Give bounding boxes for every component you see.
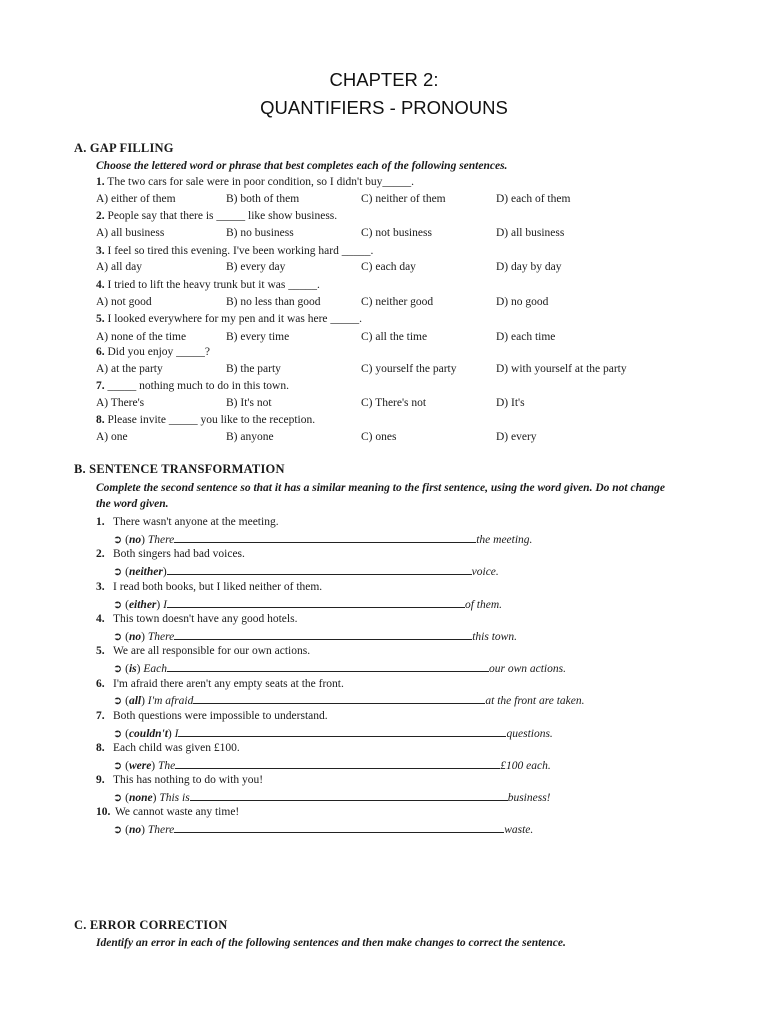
- option-a: A) none of the time: [96, 331, 187, 343]
- question-text: I tried to lift the heavy trunk but it was _____.: [104, 279, 320, 291]
- original-sentence: Both singers had bad voices.: [113, 548, 245, 560]
- option-d: D) with yourself at the party: [496, 363, 627, 375]
- question-text: I looked everywhere for my pen and it was here _____.: [104, 313, 363, 325]
- rewrite-line: ➲ (no) There the meeting.: [113, 533, 533, 546]
- question-text: People say that there is _____ like show business.: [104, 210, 338, 222]
- arrow-icon: ➲: [113, 630, 123, 643]
- question-number: 1.: [96, 176, 105, 188]
- given-word: all: [128, 695, 142, 707]
- option-c: C) There's not: [361, 397, 427, 409]
- rewrite-line: ➲ (all) I'm afraid at the front are taken.: [113, 694, 585, 707]
- given-word: either: [128, 599, 157, 611]
- option-d: D) every: [496, 431, 537, 443]
- option-b: B) no less than good: [226, 296, 321, 308]
- question-text: The two cars for sale were in poor condition, so I didn't buy_____.: [104, 176, 415, 188]
- chapter-title: CHAPTER 2:: [329, 69, 439, 90]
- question-text: I feel so tired this evening. I've been working hard _____.: [104, 245, 374, 257]
- question-text: Did you enjoy _____?: [104, 346, 211, 358]
- original-sentence: I read both books, but I liked neither of them.: [113, 581, 323, 593]
- arrow-icon: ➲: [113, 565, 123, 578]
- arrow-icon: ➲: [113, 533, 123, 546]
- option-b: B) anyone: [226, 431, 274, 443]
- question-7: [96, 380, 289, 392]
- rewrite-line: ➲ (were) The £100 each.: [113, 759, 551, 772]
- section-a-heading: A. GAP FILLING: [74, 141, 174, 155]
- section-c-instruction: Identify an error in each of the following sentences and then make changes to correct the sentence.: [96, 937, 566, 949]
- option-c: C) all the time: [361, 331, 428, 343]
- arrow-icon: ➲: [113, 823, 123, 836]
- rewrite-line: ➲ (no) There this town.: [113, 630, 517, 643]
- question-2: [96, 210, 337, 222]
- option-c: C) not business: [361, 227, 432, 239]
- question-1: [96, 176, 414, 188]
- option-a: A) all day: [96, 261, 142, 273]
- answer-blank[interactable]: [175, 758, 500, 769]
- option-c: C) neither good: [361, 296, 434, 308]
- section-a-instruction: Choose the lettered word or phrase that best completes each of the following sentences.: [96, 160, 508, 172]
- option-b: B) every day: [226, 261, 286, 273]
- question-8: [96, 414, 315, 426]
- given-word: none: [128, 792, 153, 804]
- given-word: were: [128, 760, 152, 772]
- section-b-instruction: Complete the second sentence so that it has a similar meaning to the first sentence, using the word given. Do not change the word given.: [96, 482, 665, 510]
- option-b: B) both of them: [226, 193, 300, 205]
- rewrite-line: ➲ (neither) voice.: [113, 565, 499, 578]
- question-number: 8.: [96, 414, 105, 426]
- chapter-subtitle: QUANTIFIERS - PRONOUNS: [260, 97, 508, 118]
- item-number: 3.: [96, 581, 105, 593]
- item-number: 1.: [96, 516, 105, 528]
- arrow-icon: ➲: [113, 662, 123, 675]
- option-a: A) There's: [96, 397, 145, 409]
- rewrite-line: ➲ (either) I of them.: [113, 598, 503, 611]
- question-5: [96, 313, 362, 325]
- option-d: D) each time: [496, 331, 556, 343]
- answer-blank[interactable]: [167, 661, 489, 672]
- original-sentence: We are all responsible for our own actions.: [113, 645, 311, 657]
- original-sentence: There wasn't anyone at the meeting.: [113, 516, 279, 528]
- option-c: C) each day: [361, 261, 416, 273]
- arrow-icon: ➲: [113, 694, 123, 707]
- answer-blank[interactable]: [174, 822, 504, 833]
- answer-blank[interactable]: [167, 564, 472, 575]
- option-d: D) no good: [496, 296, 549, 308]
- item-number: 6.: [96, 678, 105, 690]
- option-a: A) not good: [96, 296, 152, 308]
- options-5: [96, 331, 716, 347]
- options-4: [96, 296, 716, 312]
- answer-blank[interactable]: [167, 597, 465, 608]
- given-word: neither: [128, 566, 163, 578]
- section-c-heading: C. ERROR CORRECTION: [74, 918, 228, 932]
- option-d: D) It's: [496, 397, 525, 409]
- rewrite-line: ➲ (none) This is business!: [113, 791, 551, 804]
- given-word: is: [128, 663, 137, 675]
- arrow-icon: ➲: [113, 791, 123, 804]
- question-text: Please invite _____ you like to the reception.: [104, 414, 316, 426]
- answer-blank[interactable]: [193, 693, 485, 704]
- question-number: 4.: [96, 279, 105, 291]
- option-b: B) every time: [226, 331, 290, 343]
- given-word: couldn't: [128, 728, 168, 740]
- option-a: A) all business: [96, 227, 165, 239]
- given-word: no: [128, 631, 142, 643]
- item-number: 10.: [96, 806, 111, 818]
- item-number: 5.: [96, 645, 105, 657]
- answer-blank[interactable]: [190, 790, 508, 801]
- arrow-icon: ➲: [113, 759, 123, 772]
- given-word: no: [128, 824, 142, 836]
- arrow-icon: ➲: [113, 598, 123, 611]
- option-a: A) either of them: [96, 193, 176, 205]
- options-3: [96, 261, 716, 277]
- answer-blank[interactable]: [174, 532, 476, 543]
- original-sentence: This has nothing to do with you!: [113, 774, 264, 786]
- rewrite-line: ➲ (couldn't) I questions.: [113, 727, 553, 740]
- item-number: 4.: [96, 613, 105, 625]
- options-8: [96, 431, 716, 447]
- original-sentence: Both questions were impossible to understand.: [113, 710, 328, 722]
- options-7: [96, 397, 716, 413]
- options-2: [96, 227, 716, 243]
- section-b-heading: B. SENTENCE TRANSFORMATION: [74, 462, 285, 476]
- arrow-icon: ➲: [113, 727, 123, 740]
- option-c: C) neither of them: [361, 193, 446, 205]
- option-c: C) ones: [361, 431, 397, 443]
- option-a: A) one: [96, 431, 128, 443]
- item-number: 7.: [96, 710, 105, 722]
- question-3: [96, 245, 373, 257]
- question-number: 3.: [96, 245, 105, 257]
- question-text: _____ nothing much to do in this town.: [104, 380, 289, 392]
- rewrite-line: ➲ (no) There waste.: [113, 823, 534, 836]
- item-number: 8.: [96, 742, 105, 754]
- given-word: no: [128, 534, 142, 546]
- rewrite-line: ➲ (is) Each our own actions.: [113, 662, 566, 675]
- original-sentence: I'm afraid there aren't any empty seats at the front.: [113, 678, 344, 690]
- option-d: D) day by day: [496, 261, 562, 273]
- original-sentence: We cannot waste any time!: [115, 806, 240, 818]
- answer-blank[interactable]: [178, 726, 506, 737]
- options-6: [96, 363, 716, 379]
- option-b: B) It's not: [226, 397, 272, 409]
- question-number: 6.: [96, 346, 105, 358]
- option-c: C) yourself the party: [361, 363, 457, 375]
- question-6: [96, 346, 210, 358]
- answer-blank[interactable]: [174, 629, 472, 640]
- question-number: 5.: [96, 313, 105, 325]
- option-b: B) the party: [226, 363, 281, 375]
- option-d: D) all business: [496, 227, 565, 239]
- question-number: 2.: [96, 210, 105, 222]
- option-b: B) no business: [226, 227, 294, 239]
- option-d: D) each of them: [496, 193, 571, 205]
- original-sentence: This town doesn't have any good hotels.: [113, 613, 298, 625]
- original-sentence: Each child was given £100.: [113, 742, 240, 754]
- options-1: [96, 193, 716, 209]
- item-number: 9.: [96, 774, 105, 786]
- question-number: 7.: [96, 380, 105, 392]
- option-a: A) at the party: [96, 363, 163, 375]
- item-number: 2.: [96, 548, 105, 560]
- question-4: [96, 279, 320, 291]
